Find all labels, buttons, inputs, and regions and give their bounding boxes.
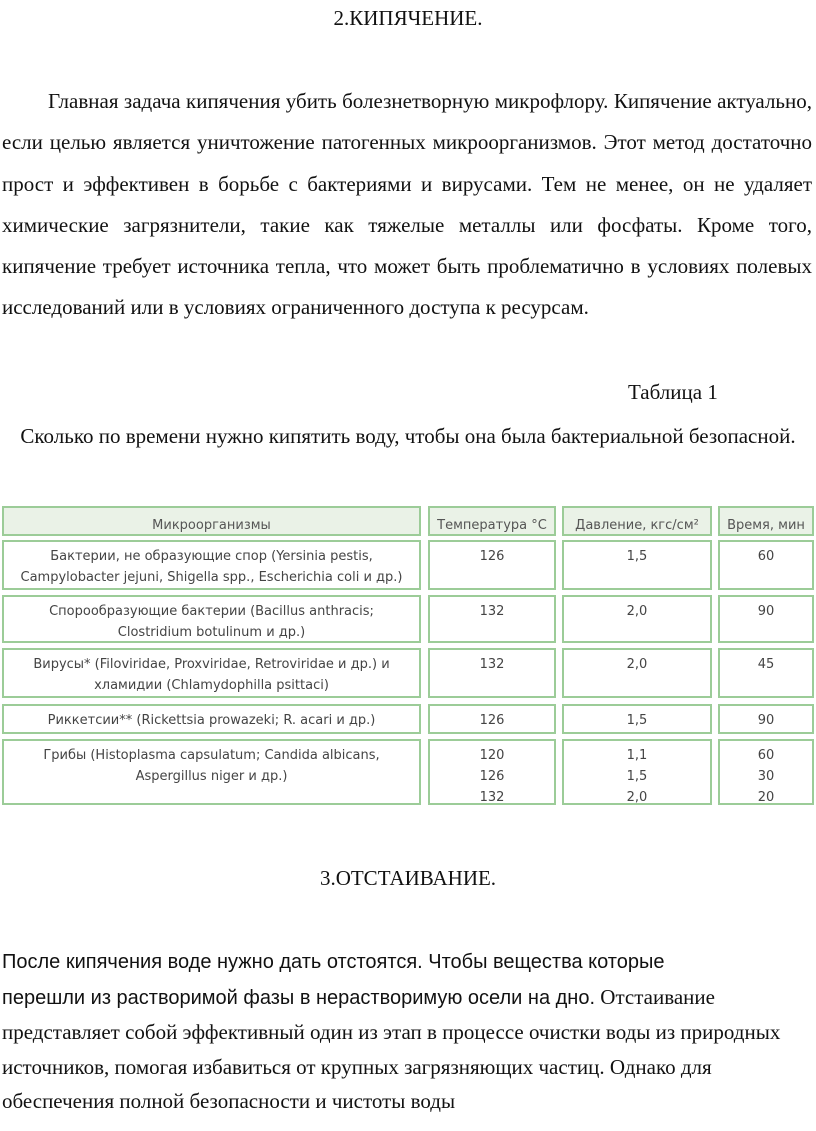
section-title-boiling: 2.КИПЯЧЕНИЕ. (333, 6, 483, 30)
table-cell-temp: 126 (428, 540, 556, 590)
table-cell-pressure: 2,0 (562, 648, 712, 698)
settling-line-2b: Отстаивание (595, 984, 715, 1009)
table-row-name: Бактерии, не образующие спор (Yersinia pestis, Campylobacter jejuni, Shigella spp., Escherichia coli и др.) (2, 540, 421, 590)
table-cell-temp: 132 (428, 648, 556, 698)
table-cell-time: 60 30 20 (718, 739, 814, 805)
table-caption: Сколько по времени нужно кипятить воду, чтобы она была бактериальной безопасной. (20, 424, 796, 448)
section-title-settling: 3.ОТСТАИВАНИЕ. (319, 866, 497, 890)
settling-line-1: После кипячения воде нужно дать отстоятся. Чтобы вещества которые (2, 951, 665, 973)
table-cell-time: 60 (718, 540, 814, 590)
table-header-time: Время, мин (718, 506, 814, 536)
table-cell-pressure: 1,5 (562, 704, 712, 734)
table-cell-time: 90 (718, 704, 814, 734)
table-row-name: Спорообразующие бактерии (Bacillus anthracis; Clostridium botulinum и др.) (2, 595, 421, 643)
table-header-pressure: Давление, кгс/см² (562, 506, 712, 536)
table-row-name: Грибы (Histoplasma capsulatum; Candida albicans, Aspergillus niger и др.) (2, 739, 421, 805)
table-cell-pressure: 1,5 (562, 540, 712, 590)
table-row-name: Риккетсии** (Rickettsia prowazeki; R. acari и др.) (2, 704, 421, 734)
table-cell-time: 45 (718, 648, 814, 698)
settling-rest: представляет собой эффективный один из этап в процессе очистки воды из природных источников, помогая избавиться от крупных загрязняющих частиц. Однако для обеспечения полной безопасности и чистоты воды (2, 1020, 781, 1113)
table-cell-temp: 126 (428, 704, 556, 734)
table-cell-time: 90 (718, 595, 814, 643)
boiling-paragraph: Главная задача кипячения убить болезнетворную микрофлору. Кипячение актуально, если целью является уничтожение патогенных микроорганизмов. Этот метод достаточно прост и эффективен в борьбе с бактериями и вирусами. Тем не менее, он не удаляет химические загрязнители, такие как тяжелые металлы или фосфаты. Кроме того, кипячение требует источника тепла, что может быть проблематично в условиях полевых исследований или в условиях ограниченного доступа к ресурсам. (2, 89, 812, 320)
table-cell-pressure: 2,0 (562, 595, 712, 643)
table-header-microorganisms: Микроорганизмы (2, 506, 421, 536)
settling-paragraph (2, 944, 802, 1119)
table-cell-pressure: 1,1 1,5 2,0 (562, 739, 712, 805)
table-number: Таблица 1 (628, 380, 718, 404)
table-row-name: Вирусы* (Filoviridae, Proxviridae, Retroviridae и др.) и хламидии (Chlamydophilla psittaci) (2, 648, 421, 698)
table-cell-temp: 120 126 132 (428, 739, 556, 805)
table-header-temperature: Температура °С (428, 506, 556, 536)
settling-line-2a: перешли из растворимой фазы в нерастворимую осели на дно. (2, 986, 596, 1009)
table-cell-temp: 132 (428, 595, 556, 643)
